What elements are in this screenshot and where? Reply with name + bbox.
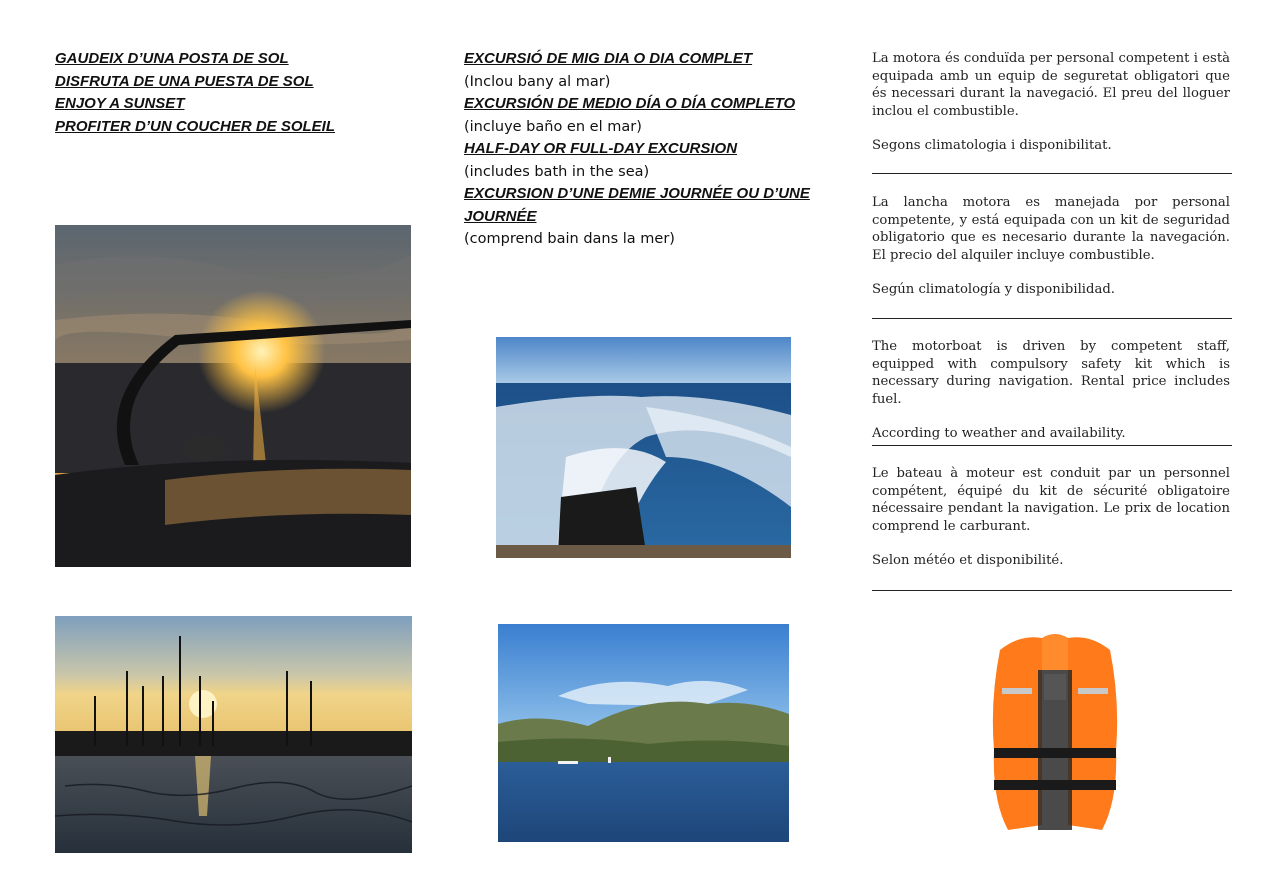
heading-spanish: DISFRUTA DE UNA PUESTA DE SOL	[55, 72, 314, 90]
excursion-heading-english: HALF-DAY OR FULL-DAY EXCURSION	[464, 140, 738, 157]
excursion-heading-spanish: EXCURSIÓN DE MEDIO DÍA O DÍA COMPLETO	[464, 95, 796, 112]
availability-note: Segons climatologia i disponibilitat.	[872, 138, 1112, 154]
divider	[872, 318, 1232, 319]
heading-catalan: GAUDEIX D’UNA POSTA DE SOL	[55, 50, 289, 67]
excursion-heading-french: EXCURSION D’UNE DEMIE JOURNÉE OU D’UNE JOURNÉE	[464, 185, 810, 225]
excursion-note-french: (comprend bain dans la mer)	[464, 231, 675, 247]
availability-note: Según climatología y disponibilidad.	[872, 282, 1115, 298]
description-text: La motora és conduïda per personal competent i està equipada amb un equip de seguretat obligatori que és necessari durant la navegació. El preu del lloguer inclou el combustible.	[872, 51, 1230, 119]
divider	[872, 590, 1232, 591]
excursion-note-spanish: (incluye baño en el mar)	[464, 118, 642, 135]
excursion-heading-catalan: EXCURSIÓ DE MIG DIA O DIA COMPLET	[464, 50, 753, 67]
sunset-boat-photo	[55, 225, 411, 567]
excursion-note-catalan: (Inclou bany al mar)	[464, 73, 611, 90]
description-english	[872, 338, 1230, 443]
heading-french: PROFITER D’UN COUCHER DE SOLEIL	[55, 117, 336, 135]
description-text: The motorboat is driven by competent staff, equipped with compulsory safety kit which is necessary during navigation. Rental price includes fuel.	[872, 339, 1230, 407]
life-vest-photo	[980, 630, 1130, 835]
excursion-heading-group	[464, 48, 834, 251]
excursion-note-english: (includes bath in the sea)	[464, 163, 650, 180]
description-spanish	[872, 194, 1230, 299]
description-french	[872, 465, 1230, 570]
description-text: Le bateau à moteur est conduit par un personnel compétent, équipé du kit de sécurité obligatoire nécessaire pendant la navigation. Le prix de location comprend le carburant.	[872, 466, 1230, 534]
description-text: La lancha motora es manejada por personal competente, y está equipada con un kit de seguridad obligatorio que es necesario durante la navegación. El precio del alquiler incluye combustible.	[872, 195, 1230, 263]
marina-sunset-photo	[55, 616, 412, 853]
heading-english: ENJOY A SUNSET	[55, 95, 185, 112]
availability-note: Selon météo et disponibilité.	[872, 553, 1064, 569]
bay-mountains-photo	[498, 624, 789, 842]
sunset-heading-group	[55, 48, 435, 138]
divider	[872, 173, 1232, 174]
boat-wake-photo	[496, 337, 791, 558]
description-catalan	[872, 50, 1230, 155]
divider	[872, 445, 1232, 446]
availability-note: According to weather and availability.	[872, 426, 1126, 442]
